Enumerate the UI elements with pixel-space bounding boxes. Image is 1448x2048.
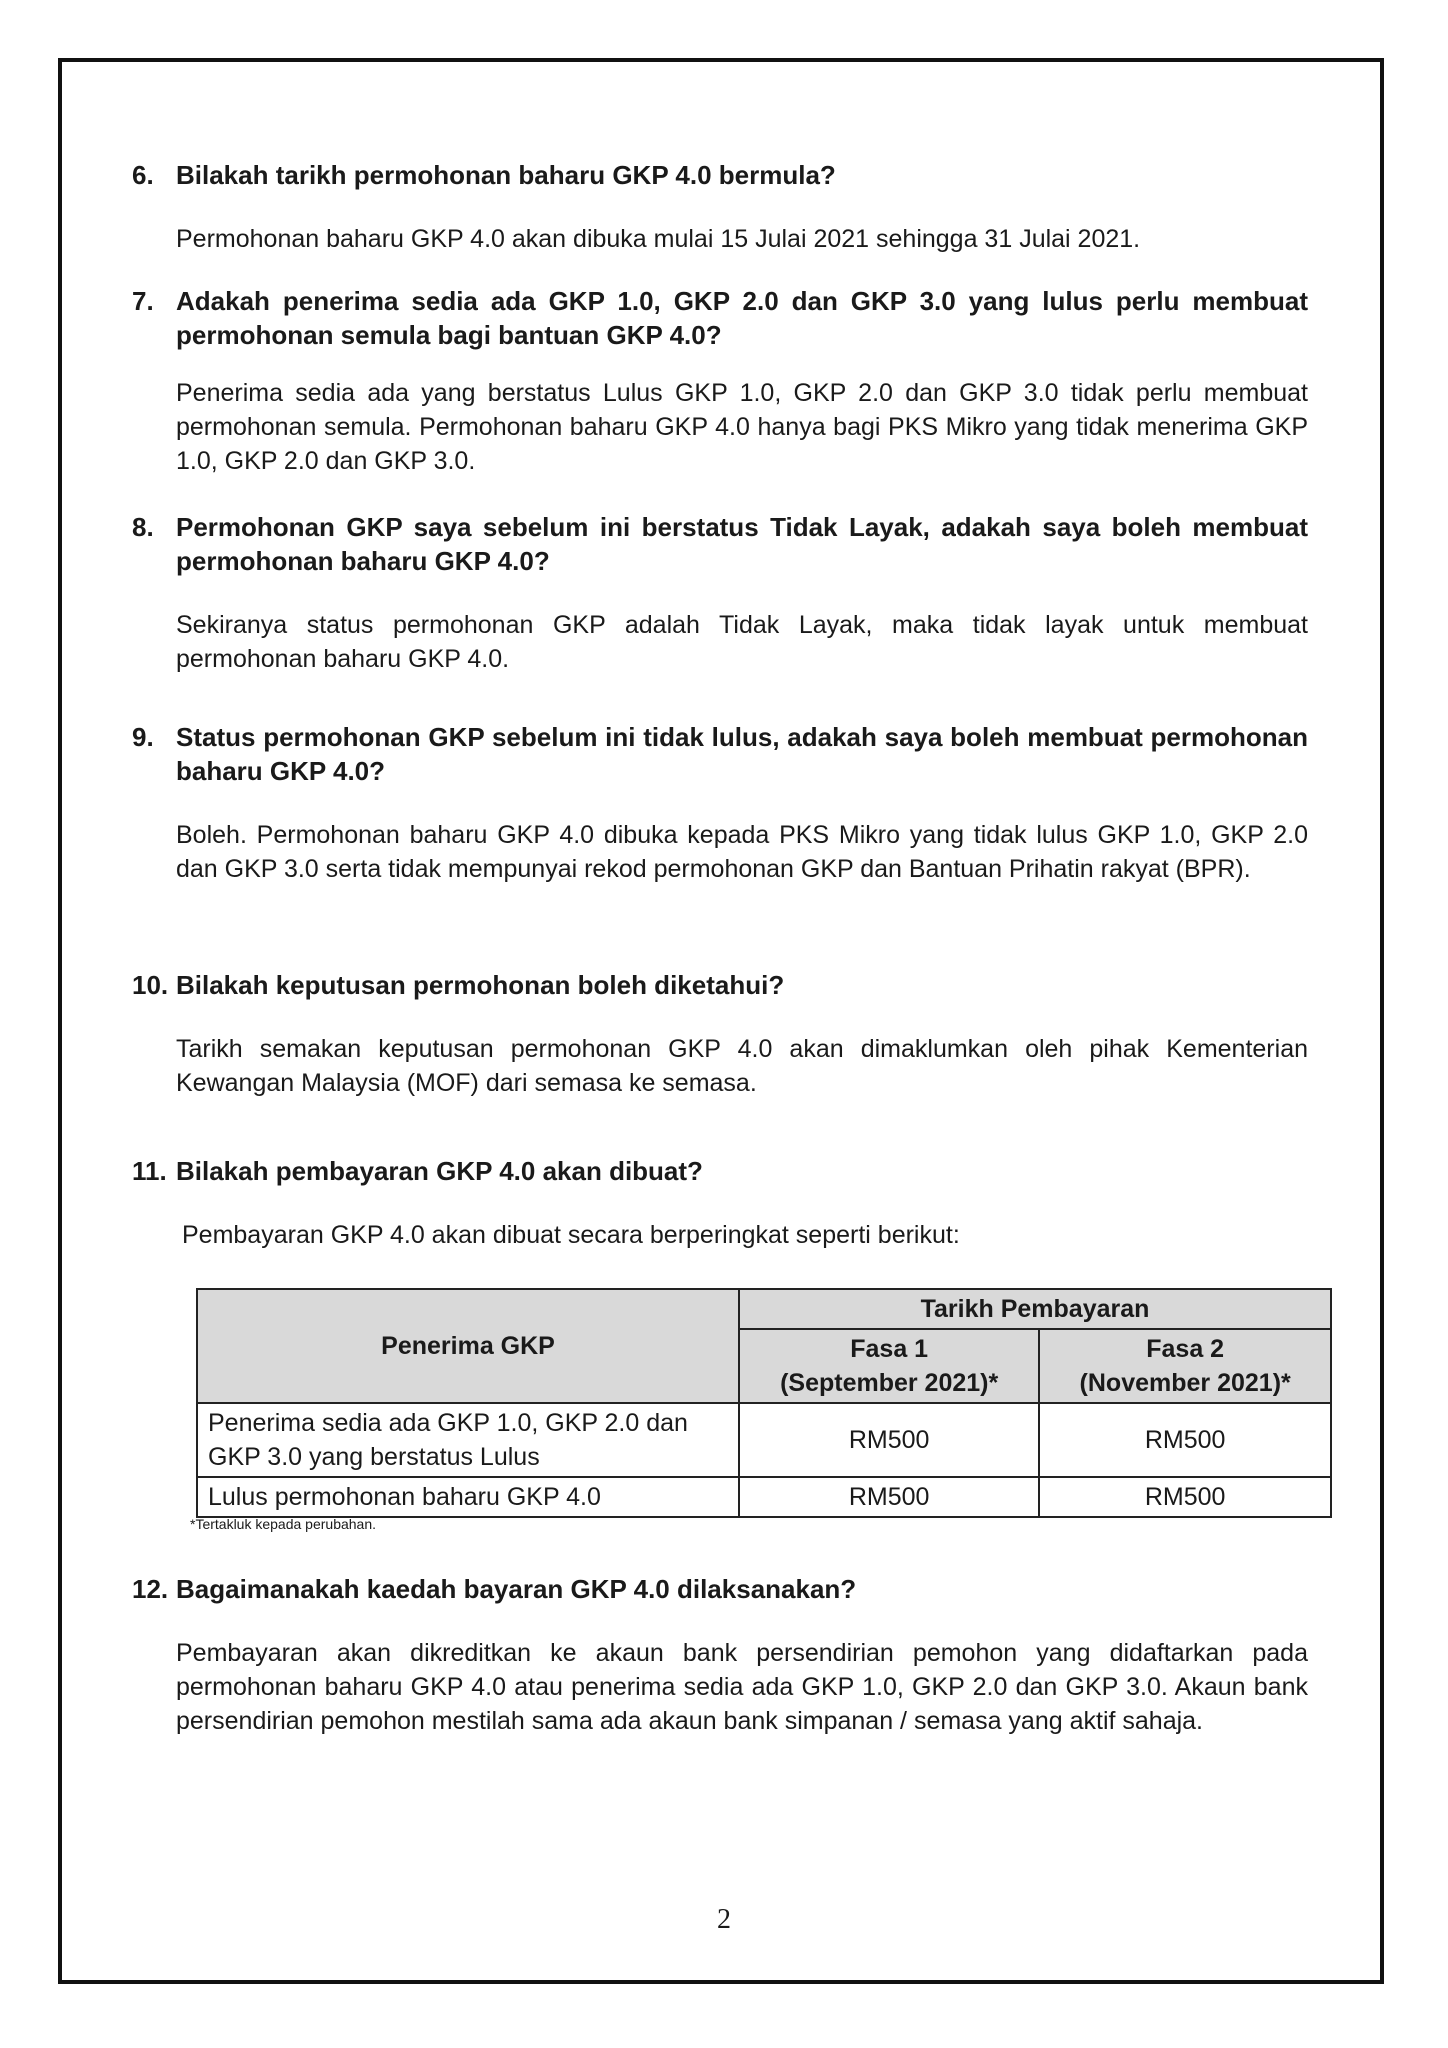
header-phase-2: [1039, 1329, 1331, 1403]
faq-answer: Tarikh semakan keputusan permohonan GKP 4.0 akan dimaklumkan oleh pihak Kementerian Kewangan Malaysia (MOF) dari semasa ke semasa.: [176, 1035, 1308, 1097]
faq-item-11: [132, 1154, 1308, 1252]
phase-1-date: (September 2021)*: [780, 1369, 999, 1397]
question-number: 6.: [132, 160, 154, 190]
recipient-cell: Lulus permohonan baharu GKP 4.0: [197, 1477, 739, 1517]
header-payment-date: Tarikh Pembayaran: [739, 1289, 1331, 1329]
question-number: 9.: [132, 722, 154, 752]
faq-answer: Sekiranya status permohonan GKP adalah Tidak Layak, maka tidak layak untuk membuat permohonan baharu GKP 4.0.: [176, 611, 1308, 673]
header-recipient: Penerima GKP: [197, 1289, 739, 1403]
faq-item-6: [132, 158, 1308, 256]
phase-2-amount: RM500: [1039, 1403, 1331, 1477]
faq-answer: Pembayaran akan dikreditkan ke akaun bank persendirian pemohon yang didaftarkan pada permohonan baharu GKP 4.0 atau penerima sedia ada GKP 1.0, GKP 2.0 dan GKP 3.0. Akaun bank persendirian pemohon mestilah sama ada akaun bank simpanan / semasa yang aktif sahaja.: [176, 1639, 1308, 1735]
phase-1-label: Fasa 1: [850, 1335, 929, 1363]
table-row: [197, 1477, 1331, 1517]
faq-question: [132, 1154, 1308, 1188]
phase-2-amount: RM500: [1039, 1477, 1331, 1517]
question-number: 7.: [132, 286, 154, 316]
payment-table: [196, 1288, 1332, 1518]
faq-item-8: [132, 510, 1308, 676]
faq-answer: Boleh. Permohonan baharu GKP 4.0 dibuka kepada PKS Mikro yang tidak lulus GKP 1.0, GKP 2.0 dan GKP 3.0 serta tidak mempunyai rekod permohonan GKP dan Bantuan Prihatin rakyat (BPR).: [176, 821, 1308, 883]
question-text: Permohonan GKP saya sebelum ini berstatus Tidak Layak, adakah saya boleh membuat permohonan baharu GKP 4.0?: [176, 512, 1308, 576]
page-number: 2: [717, 1904, 731, 1935]
table-row: [197, 1403, 1331, 1477]
faq-question: [132, 968, 1308, 1002]
recipient-cell: Penerima sedia ada GKP 1.0, GKP 2.0 dan GKP 3.0 yang berstatus Lulus: [197, 1403, 739, 1477]
faq-item-10: [132, 968, 1308, 1100]
phase-1-amount: RM500: [739, 1403, 1039, 1477]
faq-item-9: [132, 720, 1308, 886]
question-number: 12.: [132, 1574, 169, 1604]
faq-question: [132, 510, 1308, 578]
question-number: 10.: [132, 970, 169, 1000]
question-text: Status permohonan GKP sebelum ini tidak lulus, adakah saya boleh membuat permohonan baharu GKP 4.0?: [176, 722, 1308, 786]
faq-question: [132, 158, 1308, 192]
phase-2-date: (November 2021)*: [1079, 1369, 1291, 1397]
question-number: 11.: [132, 1156, 167, 1186]
question-number: 8.: [132, 512, 154, 542]
question-text: Bilakah pembayaran GKP 4.0 akan dibuat?: [176, 1156, 703, 1186]
faq-answer: Permohonan baharu GKP 4.0 akan dibuka mulai 15 Julai 2021 sehingga 31 Julai 2021.: [176, 225, 1141, 253]
question-text: Bilakah tarikh permohonan baharu GKP 4.0 bermula?: [176, 160, 836, 190]
faq-item-12: [132, 1572, 1308, 1738]
faq-question: [132, 1572, 1308, 1606]
faq-answer: Pembayaran GKP 4.0 akan dibuat secara berperingkat seperti berikut:: [182, 1221, 960, 1249]
question-text: Bagaimanakah kaedah bayaran GKP 4.0 dilaksanakan?: [176, 1574, 857, 1604]
faq-item-7: [132, 284, 1308, 478]
question-text: Adakah penerima sedia ada GKP 1.0, GKP 2.0 dan GKP 3.0 yang lulus perlu membuat permohonan semula bagi bantuan GKP 4.0?: [176, 286, 1308, 350]
header-phase-1: [739, 1329, 1039, 1403]
faq-answer: Penerima sedia ada yang berstatus Lulus GKP 1.0, GKP 2.0 dan GKP 3.0 tidak perlu membuat permohonan semula. Permohonan baharu GKP 4.0 hanya bagi PKS Mikro yang tidak menerima GKP 1.0, GKP 2.0 dan GKP 3.0.: [176, 379, 1308, 475]
question-text: Bilakah keputusan permohonan boleh diketahui?: [176, 970, 785, 1000]
phase-2-label: Fasa 2: [1146, 1335, 1225, 1363]
phase-1-amount: RM500: [739, 1477, 1039, 1517]
table-footnote: *Tertakluk kepada perubahan.: [190, 1516, 377, 1532]
faq-question: [132, 720, 1308, 788]
faq-question: [132, 284, 1308, 352]
